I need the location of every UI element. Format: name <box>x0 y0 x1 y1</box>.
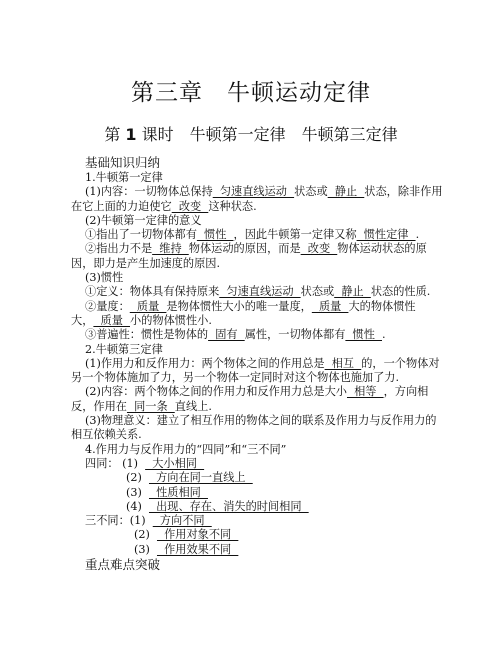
blank: 惯性定律 <box>356 228 416 242</box>
text-run: (3) <box>134 542 150 556</box>
text-run: ，因此牛顿第一定律又称 <box>233 228 357 242</box>
s2-3-paragraph: (3)物理意义：建立了相互作用的物体之间的联系及作用力与反作用力的相互依赖关系. <box>71 414 437 442</box>
text-run: . <box>415 228 420 242</box>
s2-1-paragraph <box>71 357 443 386</box>
list-item: 大小相同 <box>145 456 205 470</box>
section-basic-heading: 基础知识归纳 <box>85 155 161 170</box>
list-item: 出现、存在、消失的时间相同 <box>148 499 309 513</box>
text-run: (1)内容：一切物体总保持 <box>85 185 213 199</box>
text-run: 的，一个物体对另一个物体施加了力，另一个物体一定同时对这个物体也施加了力. <box>71 356 440 385</box>
s1-3b-paragraph <box>71 300 443 329</box>
list-item: 作用对象不同 <box>156 528 239 542</box>
list-item: 作用效果不同 <box>156 542 239 556</box>
blank: 固有 <box>208 328 245 342</box>
list-item: 方向不同 <box>152 514 212 528</box>
text-run: 状态或 <box>300 285 335 299</box>
text-run: 属性，一切物体都有 <box>244 328 346 342</box>
text-run: (1)作用力和反作用力：两个物体之间的作用总是 <box>85 356 325 370</box>
blank: 惯性 <box>196 228 234 242</box>
text-run: 状态的性质. <box>370 285 431 299</box>
text-run: ①指出了一切物体都有 <box>85 228 197 242</box>
four-same-row-2 <box>71 471 443 485</box>
blank: 相等 <box>346 385 384 399</box>
text-run: (2) <box>134 528 150 542</box>
text-run: 直线上. <box>174 399 212 413</box>
blank: 静止 <box>327 185 365 199</box>
blank: 匀速直线运动 <box>219 285 301 299</box>
lesson-number: 1 <box>125 125 137 144</box>
s1-3c-paragraph <box>71 328 443 342</box>
s4-heading: 4.作用力与反作用力的“四同”和“三不同” <box>85 442 287 456</box>
s2-heading: 2.牛顿第三定律 <box>85 342 163 356</box>
text-run: 状态或 <box>294 185 328 199</box>
text-run: 小的物体惯性小. <box>130 313 212 327</box>
s1-3a-paragraph <box>71 285 443 299</box>
text-run: . <box>382 328 386 342</box>
three-diff-row-1 <box>71 514 443 528</box>
s1-heading: 1.牛顿第一定律 <box>85 171 163 184</box>
lesson-prefix: 第 <box>104 125 121 144</box>
s1-2b-paragraph <box>71 242 443 271</box>
text-run: (2)内容：两个物体之间的作用力和反作用力总是大小 <box>85 385 347 399</box>
four-label: 四同： <box>85 456 119 470</box>
text-run: 物体运动状态的原因，即力是产生加速度的原因. <box>71 242 427 270</box>
blank: 改变 <box>300 242 338 256</box>
text-run: 这种状态. <box>208 199 257 213</box>
three-label: 三不同： <box>85 514 130 528</box>
list-item: 性质相同 <box>148 485 208 499</box>
text-run: (1) <box>122 456 138 470</box>
blank: 相互 <box>324 356 362 370</box>
text-run: ②指出力不是 <box>85 242 153 256</box>
blank: 同一条 <box>126 399 175 413</box>
blank: 质量 <box>93 313 130 327</box>
blank: 质量 <box>129 299 167 313</box>
text-run: (1) <box>129 514 146 528</box>
list-item: 方向在同一直线上 <box>148 471 253 485</box>
s2-2-paragraph <box>71 385 443 414</box>
text-run: 大的物体惯性大， <box>71 299 416 327</box>
text-run: ③普遍性：惯性是物体的 <box>85 328 209 342</box>
three-diff-row-3 <box>71 543 443 557</box>
text-run: (3) <box>126 485 142 499</box>
three-diff-row-2 <box>71 528 443 542</box>
text-run: 物体运动的原因，而是 <box>188 242 301 256</box>
s1-2a-paragraph <box>71 228 443 242</box>
four-same-row-4 <box>71 500 443 514</box>
blank: 维持 <box>152 242 189 256</box>
content-body <box>71 155 443 573</box>
blank: 改变 <box>171 199 209 213</box>
text-run: 状态，除非作用在它上面的力迫使它 <box>71 185 443 213</box>
text-run: 是物体惯性大小的唯一量度， <box>166 299 312 313</box>
text-run: (2) <box>126 471 142 485</box>
chapter-title: 第三章 牛顿运动定律 <box>131 80 371 106</box>
text-run: (4) <box>126 499 142 513</box>
lesson-title <box>0 122 502 145</box>
blank: 静止 <box>334 285 371 299</box>
text-run: ①定义：物体具有保持原来 <box>85 285 220 299</box>
blank: 惯性 <box>345 328 382 342</box>
s1-3-heading: (3)惯性 <box>85 271 124 285</box>
blank: 质量 <box>311 299 349 313</box>
s1-2-heading: (2)牛顿第一定律的意义 <box>85 213 202 227</box>
four-same-row-3 <box>71 486 443 500</box>
lesson-title-text: 课时 牛顿第一定律 牛顿第三定律 <box>141 125 398 144</box>
text-run: ，方向相反，作用在 <box>71 385 429 413</box>
text-run: ②量度： <box>85 299 130 313</box>
four-same-row-1 <box>71 457 443 471</box>
section-key-heading: 重点难点突破 <box>85 557 161 573</box>
blank: 匀速直线运动 <box>212 185 295 199</box>
s1-1-paragraph <box>71 185 443 214</box>
